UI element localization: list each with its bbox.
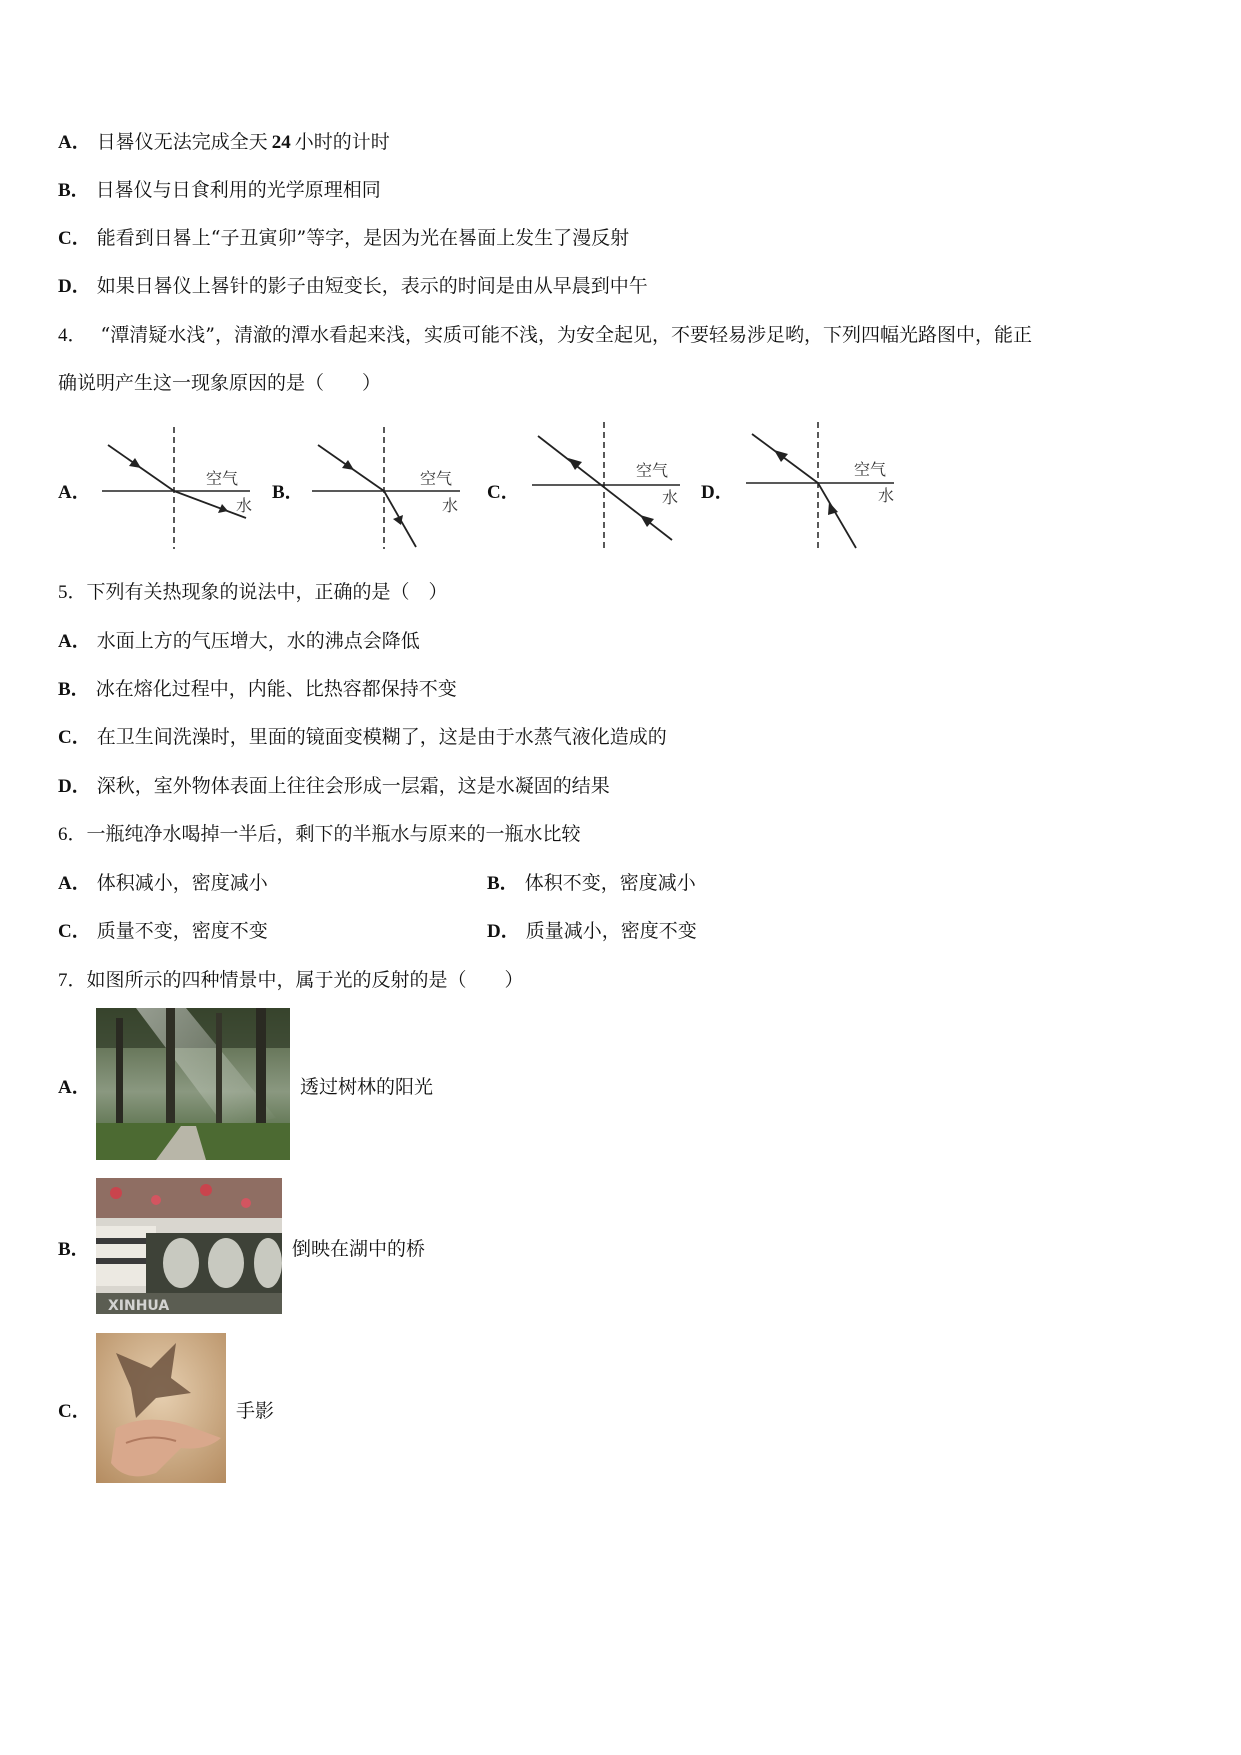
q7-option-b-label: B． (58, 1239, 90, 1260)
q4-option-b-label: B． (272, 482, 304, 503)
svg-text:水: 水 (878, 486, 895, 505)
q7-option-a-caption: 透过树林的阳光 (300, 1076, 434, 1098)
q3-option-a: A． 日晷仪无法完成全天 24 小时的计时 (58, 131, 390, 153)
q7-option-c-label: C． (58, 1401, 91, 1422)
q4-diagram-c (530, 420, 690, 552)
q3-option-d: D． 如果日晷仪上晷针的影子由短变长，表示的时间是由从早晨到中午 (58, 275, 648, 297)
q4-stem-line2: 确说明产生这一现象原因的是（ ） (58, 372, 382, 394)
q4-diagram-a (100, 425, 260, 551)
svg-text:水: 水 (236, 496, 253, 515)
q4-option-c-label: C． (487, 482, 520, 503)
svg-text:空气: 空气 (206, 469, 239, 488)
svg-text:空气: 空气 (636, 461, 669, 480)
q3-option-b: B． 日晷仪与日食利用的光学原理相同 (58, 179, 381, 201)
bridge-reflection-image (96, 1178, 282, 1314)
q7-option-b-caption: 倒映在湖中的桥 (292, 1238, 426, 1260)
q4-option-a-label: A． (58, 482, 91, 503)
q5-option-b: B． 冰在熔化过程中，内能、比热容都保持不变 (58, 678, 457, 700)
q5-option-c: C． 在卫生间洗澡时，里面的镜面变模糊了，这是由于水蒸气液化造成的 (58, 726, 667, 748)
q5-stem: 5．下列有关热现象的说法中，正确的是（ ） (58, 581, 448, 603)
svg-text:水: 水 (662, 488, 679, 507)
q4-stem-line1: 4． “潭清疑水浅”，清澈的潭水看起来浅，实质可能不浅，为安全起见，不要轻易涉足哟，下列四幅光路图中，能正 (58, 324, 1032, 346)
q6-option-b: B． 体积不变，密度减小 (487, 872, 696, 894)
q6-option-a: A． 体积减小，密度减小 (58, 872, 268, 894)
q5-option-d: D． 深秋，室外物体表面上往往会形成一层霜，这是水凝固的结果 (58, 775, 610, 797)
q4-diagram-d (744, 420, 904, 552)
q6-stem: 6．一瓶纯净水喝掉一半后，剩下的半瓶水与原来的一瓶水比较 (58, 823, 581, 845)
svg-text:空气: 空气 (420, 469, 453, 488)
q7-stem: 7．如图所示的四种情景中，属于光的反射的是（ ） (58, 969, 524, 991)
q4-option-d-label: D． (701, 482, 734, 503)
svg-text:水: 水 (442, 496, 459, 515)
q6-option-d: D． 质量减小，密度不变 (487, 920, 697, 942)
xinhua-watermark: XINHUA (108, 1298, 170, 1314)
q3-option-c: C． 能看到日晷上“子丑寅卯”等字，是因为光在晷面上发生了漫反射 (58, 227, 630, 249)
q4-diagram-b (310, 425, 470, 551)
forest-sunlight-image (96, 1008, 290, 1160)
q7-option-c-caption: 手影 (236, 1400, 275, 1422)
q5-option-a: A． 水面上方的气压增大，水的沸点会降低 (58, 630, 420, 652)
q7-option-a-label: A． (58, 1077, 91, 1098)
hand-shadow-image (96, 1333, 226, 1483)
svg-text:空气: 空气 (854, 460, 887, 479)
q6-option-c: C． 质量不变，密度不变 (58, 920, 268, 942)
